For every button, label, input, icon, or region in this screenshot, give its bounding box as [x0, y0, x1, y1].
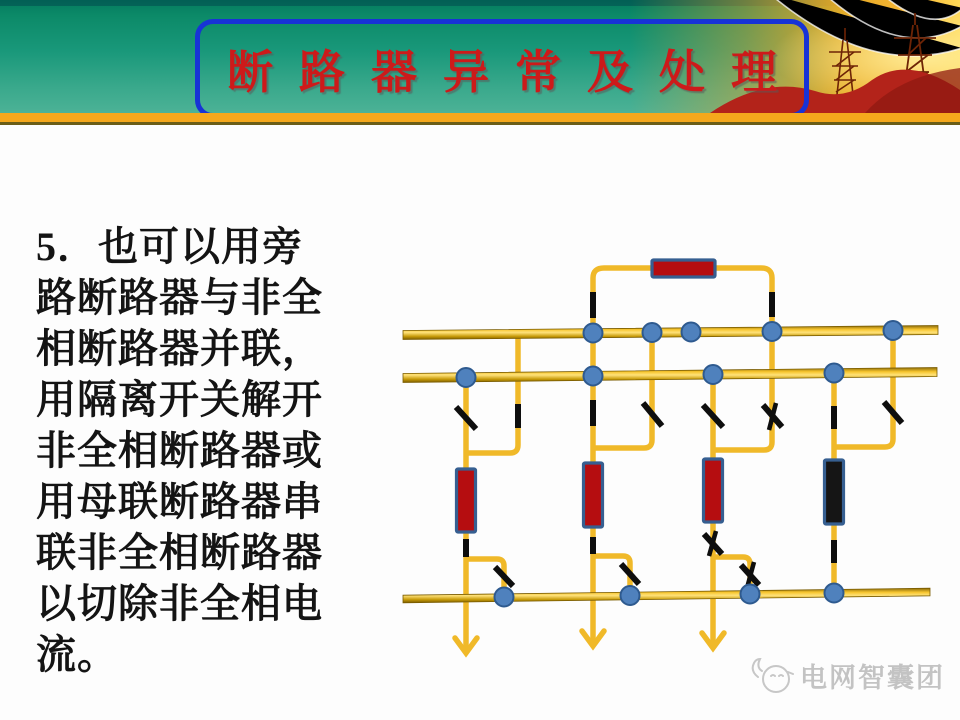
bay3-right-branch — [713, 331, 772, 450]
node-dot — [584, 367, 603, 386]
text-line: 用母联断路器串 — [36, 479, 323, 524]
page-title: 断路器异常及处理 — [227, 46, 803, 98]
text-line: 联非全相断路器 — [36, 530, 323, 575]
text-line: 非全相断路器或 — [36, 428, 323, 473]
bay1-right-branch — [466, 334, 518, 453]
feeder-arrows — [455, 631, 724, 653]
bay4-right-branch — [834, 329, 893, 447]
node-dot — [495, 588, 514, 607]
breaker-bay3 — [704, 459, 723, 522]
header-stripe — [0, 113, 960, 122]
node-dot — [825, 584, 844, 603]
node-dot — [584, 324, 603, 343]
text-line: 以切除非全相电 — [36, 581, 323, 626]
node-dot — [884, 321, 903, 340]
circuit-diagram — [398, 238, 958, 668]
bay2-right-branch — [593, 332, 652, 448]
header-banner — [0, 0, 960, 125]
node-dot — [621, 586, 640, 605]
bypass-loop-left — [593, 268, 652, 335]
title-box — [195, 19, 809, 118]
text-line: 路断路器与非全 — [36, 275, 323, 320]
breaker-bay2 — [584, 463, 603, 527]
bypass-loop-right — [715, 268, 772, 331]
breaker-bay4 — [825, 460, 844, 524]
body-text — [36, 221, 376, 680]
main-bus-1 — [403, 326, 938, 340]
watermark — [748, 655, 945, 695]
node-dot — [704, 365, 723, 384]
node-dot — [741, 585, 760, 604]
header-stripe-shadow — [0, 122, 960, 125]
breaker-bay1 — [457, 469, 476, 532]
node-dot — [825, 364, 844, 383]
main-bus-2 — [403, 368, 937, 383]
node-dot — [643, 323, 662, 342]
node-dot — [763, 322, 782, 341]
node-dot — [682, 323, 701, 342]
text-line: 5．也可以用旁 — [36, 224, 303, 269]
node-dot — [457, 368, 476, 387]
mascot-logo-icon — [748, 655, 794, 695]
text-line: 用隔离开关解开 — [36, 377, 323, 422]
text-line: 相断路器并联， — [36, 326, 323, 371]
bypass-breaker — [652, 260, 715, 277]
watermark-text: 电网智囊团 — [800, 662, 945, 693]
text-line: 流。 — [36, 632, 118, 677]
bypass-bus — [403, 588, 930, 603]
